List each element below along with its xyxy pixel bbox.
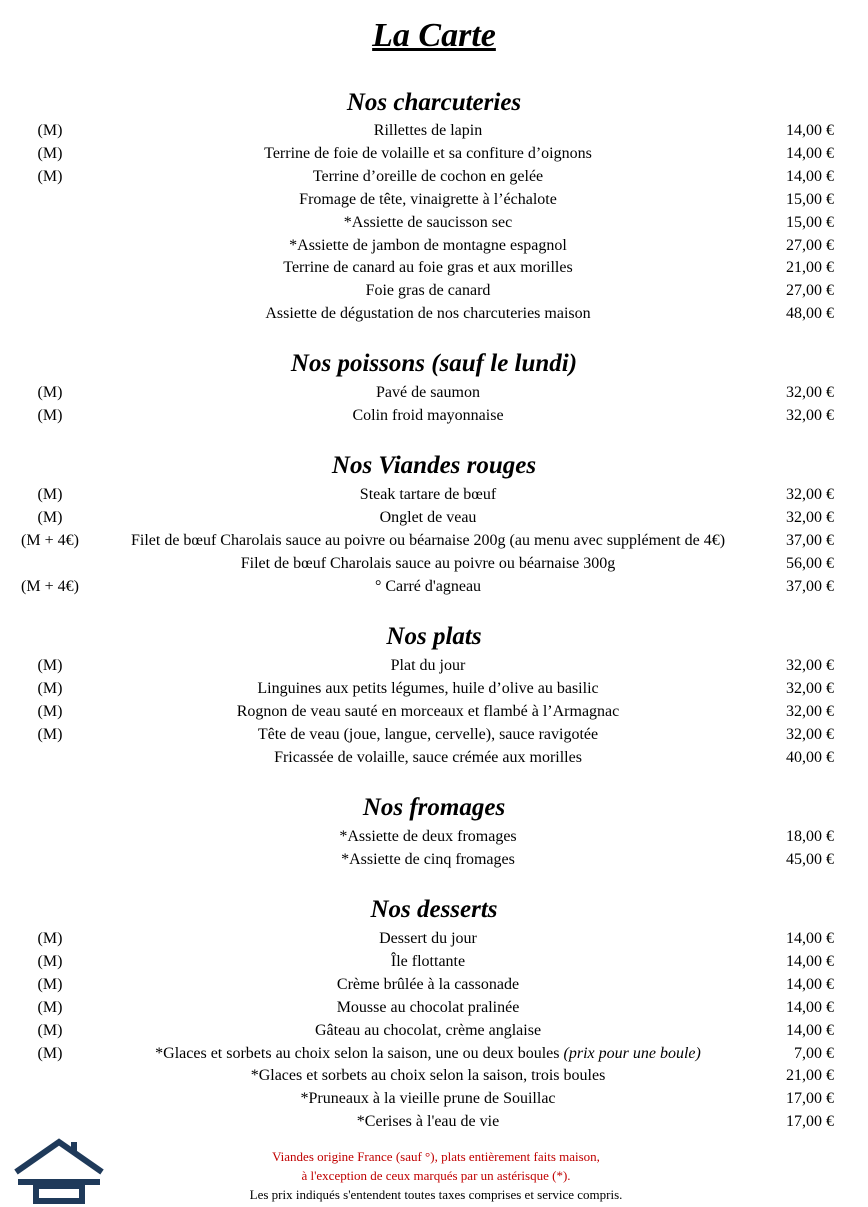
menu-item (0, 654, 868, 677)
menu-item (0, 381, 868, 404)
page-title: La Carte (372, 17, 496, 54)
menu-item-name-text: *Assiette de cinq fromages (341, 850, 515, 868)
menu-item-name (80, 188, 776, 211)
menu-item (0, 165, 868, 188)
menu-item (0, 848, 868, 871)
menu-item-name-text: *Pruneaux à la vieille prune de Souillac (300, 1090, 556, 1108)
menu-item-name-text: Dessert du jour (379, 930, 477, 947)
menu-item (0, 302, 868, 325)
menu-item-name (80, 165, 776, 188)
menu-item-price: 15,00 € (786, 213, 834, 231)
menu-item (0, 677, 868, 700)
menu-item-name-text: Rognon de veau sauté en morceaux et flambé à l’Armagnac (236, 702, 620, 720)
menu-item-name (80, 256, 776, 279)
menu-item-price: 14,00 € (786, 122, 834, 139)
menu-item-name (80, 575, 776, 598)
menu-item (0, 723, 868, 746)
menu-item-name-text: Terrine de canard au foie gras et aux morilles (283, 259, 573, 277)
menu-item-name-text: *Assiette de saucisson sec (343, 213, 513, 231)
section-heading: Nos charcuteries (346, 89, 522, 116)
menu-item (0, 404, 868, 427)
menu-item-tag: (M + 4€) (21, 577, 79, 595)
menu-item-name (80, 1064, 776, 1087)
menu-item (0, 506, 868, 529)
menu-item-tag: (M) (37, 975, 63, 993)
menu-item-name-text: *Assiette de jambon de montagne espagnol (289, 236, 567, 254)
menu-item-price: 56,00 € (786, 554, 834, 572)
menu-item-name-text: Terrine d’oreille de cochon en gelée (312, 167, 544, 185)
menu-item (0, 927, 868, 950)
menu-item-tag: (M) (37, 657, 63, 674)
menu-item-name-text: *Glaces et sorbets au choix selon la saison, trois boules (250, 1067, 606, 1085)
menu-item-name (80, 381, 776, 404)
section-heading: Nos Viandes rouges (331, 452, 537, 479)
menu-item-price: 14,00 € (786, 167, 834, 185)
menu-item-name-text: Gâteau au chocolat, crème anglaise (314, 1021, 542, 1039)
menu-item-name (80, 848, 776, 871)
menu-item-name-text: Linguines aux petits légumes, huile d’olive au basilic (257, 679, 599, 697)
menu-item (0, 973, 868, 996)
menu-item-name-text: Mousse au chocolat pralinée (336, 998, 520, 1016)
menu-item-name-text: Filet de bœuf Charolais sauce au poivre ou béarnaise 300g (240, 554, 616, 572)
fait-maison-house-icon (14, 1138, 104, 1204)
menu-item-name-text: Terrine de foie de volaille et sa confiture d’oignons (264, 144, 592, 162)
menu-item-name (80, 654, 776, 677)
section-heading: Nos desserts (370, 896, 498, 923)
menu-item-tag: (M) (37, 144, 63, 162)
section-heading: Nos plats (386, 623, 482, 650)
menu-item-price: 32,00 € (786, 384, 834, 401)
menu-item-name (80, 552, 776, 575)
menu-item-name (80, 279, 776, 302)
menu-item-tag: (M) (37, 167, 63, 185)
menu-item-price: 14,00 € (786, 1021, 834, 1039)
menu-item-name-text: Colin froid mayonnaise (352, 406, 504, 424)
menu-item-tag: (M) (37, 508, 63, 526)
menu-item (0, 142, 868, 165)
menu-item-tag: (M) (37, 384, 63, 401)
menu-item-tag: (M) (37, 486, 63, 503)
menu-item-name (80, 1019, 776, 1042)
menu-item-name-text: *Glaces et sorbets au choix selon la saison, une ou deux boules (155, 1044, 560, 1062)
menu-item-tag: (M) (37, 679, 63, 697)
menu-item-price: 32,00 € (786, 702, 834, 720)
menu-item-name (80, 483, 776, 506)
menu-item-price: 32,00 € (786, 679, 834, 697)
menu-item (0, 1110, 868, 1133)
footer-asterisk-note: à l'exception de ceux marqués par un astérisque (*). (301, 1168, 571, 1183)
menu-item-name-text: Plat du jour (390, 657, 466, 674)
menu-item-tag: (M) (37, 930, 63, 947)
menu-item-price: 32,00 € (786, 725, 834, 743)
menu-item-name-text: ° Carré d'agneau (374, 577, 482, 595)
menu-item-name (80, 996, 776, 1019)
menu-item-name (80, 529, 776, 552)
menu-item-price: 14,00 € (786, 998, 834, 1016)
menu-item-name (80, 950, 776, 973)
menu-item (0, 996, 868, 1019)
menu-item-name-text: Rillettes de lapin (373, 122, 483, 139)
menu-item (0, 950, 868, 973)
menu-item-price: 18,00 € (786, 828, 834, 845)
menu-item-name (80, 506, 776, 529)
menu-item-tag: (M) (37, 406, 63, 424)
menu-item-price: 14,00 € (786, 952, 834, 970)
menu-item-name (80, 1042, 776, 1065)
menu-item-price: 45,00 € (786, 850, 834, 868)
menu-item-name-text: Île flottante (390, 952, 466, 970)
menu-item-name-text: *Cerises à l'eau de vie (356, 1113, 500, 1131)
menu-item-price: 32,00 € (786, 508, 834, 526)
menu-item-name (80, 677, 776, 700)
section-heading: Nos fromages (362, 794, 506, 821)
menu-item-price: 37,00 € (786, 577, 834, 595)
menu-item-name (80, 973, 776, 996)
menu-item-note: (prix pour une boule) (563, 1044, 701, 1062)
menu-item-name-text: Filet de bœuf Charolais sauce au poivre ou béarnaise 200g (au menu avec supplément de 4€) (130, 531, 726, 549)
menu-item-name (80, 211, 776, 234)
menu-item (0, 1087, 868, 1110)
menu-item (0, 552, 868, 575)
menu-item-price: 14,00 € (786, 144, 834, 162)
menu-item-name-text: Steak tartare de bœuf (359, 486, 497, 503)
menu-item-name-text: Onglet de veau (379, 508, 477, 526)
menu-item-name (80, 234, 776, 257)
menu-item (0, 1042, 868, 1065)
menu-item-name (80, 142, 776, 165)
menu-item-name (80, 302, 776, 325)
menu-item (0, 119, 868, 142)
menu-item-price: 32,00 € (786, 486, 834, 503)
menu-item-price: 17,00 € (786, 1113, 834, 1131)
menu-item (0, 483, 868, 506)
menu-item-tag: (M + 4€) (21, 531, 79, 549)
menu-item-name (80, 746, 776, 769)
menu-item (0, 700, 868, 723)
menu-item-name (80, 404, 776, 427)
menu-item-name (80, 700, 776, 723)
menu-item-name (80, 119, 776, 142)
menu-item-price: 27,00 € (786, 236, 834, 254)
menu-item-name-text: Tête de veau (joue, langue, cervelle), sauce ravigotée (257, 725, 599, 743)
menu-item-tag: (M) (37, 725, 63, 743)
footer-origin-note: Viandes origine France (sauf °), plats entièrement faits maison, (272, 1149, 600, 1164)
menu-item (0, 256, 868, 279)
menu-item-name (80, 723, 776, 746)
menu-item-price: 32,00 € (786, 406, 834, 424)
menu-item-price: 37,00 € (786, 531, 834, 549)
menu-item (0, 529, 868, 552)
menu-item-tag: (M) (37, 1021, 63, 1039)
menu-item-price: 27,00 € (786, 282, 834, 300)
menu-item-price: 17,00 € (786, 1090, 834, 1108)
menu-item-price: 21,00 € (786, 259, 834, 277)
menu-item-name-text: Fricassée de volaille, sauce crémée aux morilles (274, 748, 582, 766)
menu-item (0, 575, 868, 598)
menu-item-tag: (M) (37, 702, 63, 720)
menu-item-tag: (M) (37, 952, 63, 970)
menu-item-name (80, 1110, 776, 1133)
menu-item-price: 7,00 € (794, 1044, 834, 1062)
menu-item-name-text: Pavé de saumon (376, 384, 480, 401)
menu-item-name-text: *Assiette de deux fromages (339, 828, 517, 845)
menu-item-tag: (M) (37, 122, 63, 139)
menu-item-name (80, 927, 776, 950)
menu-item-price: 48,00 € (786, 305, 834, 323)
menu-item (0, 825, 868, 848)
menu-item-price: 21,00 € (786, 1067, 834, 1085)
menu-item-price: 32,00 € (786, 657, 834, 674)
menu-item-price: 14,00 € (786, 975, 834, 993)
menu-item (0, 211, 868, 234)
menu-item-name-text: Assiette de dégustation de nos charcuteries maison (265, 305, 591, 323)
menu-item (0, 1019, 868, 1042)
menu-item-name (80, 825, 776, 848)
menu-item (0, 279, 868, 302)
menu-item (0, 746, 868, 769)
menu-item (0, 188, 868, 211)
menu-item-price: 40,00 € (786, 748, 834, 766)
menu-item-name-text: Foie gras de canard (365, 282, 491, 300)
footer-price-note: Les prix indiqués s'entendent toutes taxes comprises et service compris. (249, 1187, 623, 1202)
menu-item-price: 14,00 € (786, 930, 834, 947)
menu-item (0, 234, 868, 257)
menu-item-price: 15,00 € (786, 190, 834, 208)
menu-item-tag: (M) (37, 998, 63, 1016)
menu-item-tag: (M) (37, 1044, 63, 1062)
menu-item-name-text: Crème brûlée à la cassonade (336, 975, 520, 993)
menu-item (0, 1064, 868, 1087)
section-heading: Nos poissons (sauf le lundi) (290, 350, 578, 377)
menu-item-name (80, 1087, 776, 1110)
menu-item-name-text: Fromage de tête, vinaigrette à l’échalote (299, 190, 557, 208)
